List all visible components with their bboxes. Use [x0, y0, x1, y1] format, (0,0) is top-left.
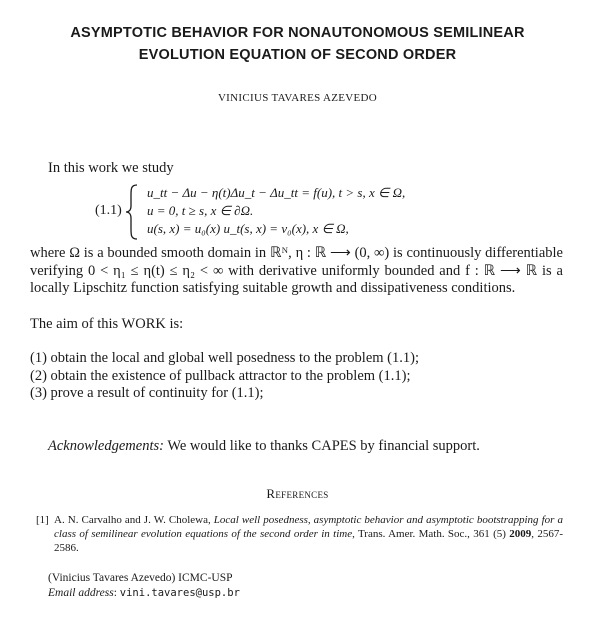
- reference-authors: A. N. Carvalho and J. W. Cholewa,: [54, 514, 214, 526]
- title-line-2: EVOLUTION EQUATION OF SECOND ORDER: [138, 47, 457, 63]
- reference-year: 2009: [509, 528, 532, 540]
- paper-title: [0, 22, 595, 66]
- goals-list: [30, 350, 419, 403]
- reference-pages: , 2567-2586.: [54, 528, 563, 554]
- description-paragraph: where Ω is a bounded smooth domain in ℝᴺ, η : ℝ ⟶ (0, ∞) is continuously differentiable verifying 0 < η₁ ≤ η(t) ≤ η₂ < ∞ with derivative uniformly bounded and f : ℝ ⟶ ℝ is a locally Lipschitz function satisfying suitable growth and dissipativeness conditions.: [30, 245, 563, 296]
- acknowledgements-label: Acknowledgements:: [48, 438, 164, 454]
- address-line: (Vinicius Tavares Azevedo) ICMC-USP: [48, 572, 233, 584]
- reference-number: [1]: [36, 514, 49, 526]
- email-separator: :: [113, 587, 120, 599]
- left-brace-icon: [123, 183, 141, 241]
- equation-line-2: u = 0, t ≥ s, x ∈ ∂Ω.: [147, 203, 254, 218]
- equation-line-1: u_tt − Δu − η(t)Δu_t − Δu_tt = f(u), t > s, x ∈ Ω,: [147, 185, 406, 200]
- goal-item: (3) prove a result of continuity for (1.1);: [30, 385, 264, 401]
- goal-item: (1) obtain the local and global well posedness to the problem (1.1);: [30, 350, 419, 366]
- acknowledgements: [48, 438, 480, 456]
- email-label: Email address: [48, 587, 114, 599]
- aim-text: The aim of this WORK is:: [30, 316, 184, 332]
- author-name: VINICIUS TAVARES AZEVEDO: [217, 92, 378, 104]
- reference-venue: , Trans. Amer. Math. Soc., 361 (5): [352, 528, 510, 540]
- equation-block: [95, 183, 515, 243]
- equation-label: (1.1): [95, 203, 122, 218]
- reference-entry: [36, 513, 563, 555]
- equation-line-3: u(s, x) = u₀(x) u_t(s, x) = v₀(x), x ∈ Ω,: [147, 221, 349, 236]
- reference-text: [54, 513, 563, 555]
- equation-system: [147, 184, 405, 238]
- reference-title: Local well posedness, asymptotic behavior and asymptotic bootstrapping for a class of semilinear evolution equations of the second order in time: [54, 514, 563, 540]
- references-heading: References: [266, 486, 329, 501]
- acknowledgements-text: We would like to thanks CAPES by financial support.: [163, 438, 480, 454]
- email-address[interactable]: vini.tavares@usp.br: [119, 587, 240, 599]
- intro-text: In this work we study: [48, 160, 174, 176]
- author-address: [48, 571, 240, 601]
- title-line-1: ASYMPTOTIC BEHAVIOR FOR NONAUTONOMOUS SEMILINEAR: [70, 25, 525, 41]
- email-line: [48, 586, 240, 601]
- goal-item: (2) obtain the existence of pullback attractor to the problem (1.1);: [30, 367, 411, 384]
